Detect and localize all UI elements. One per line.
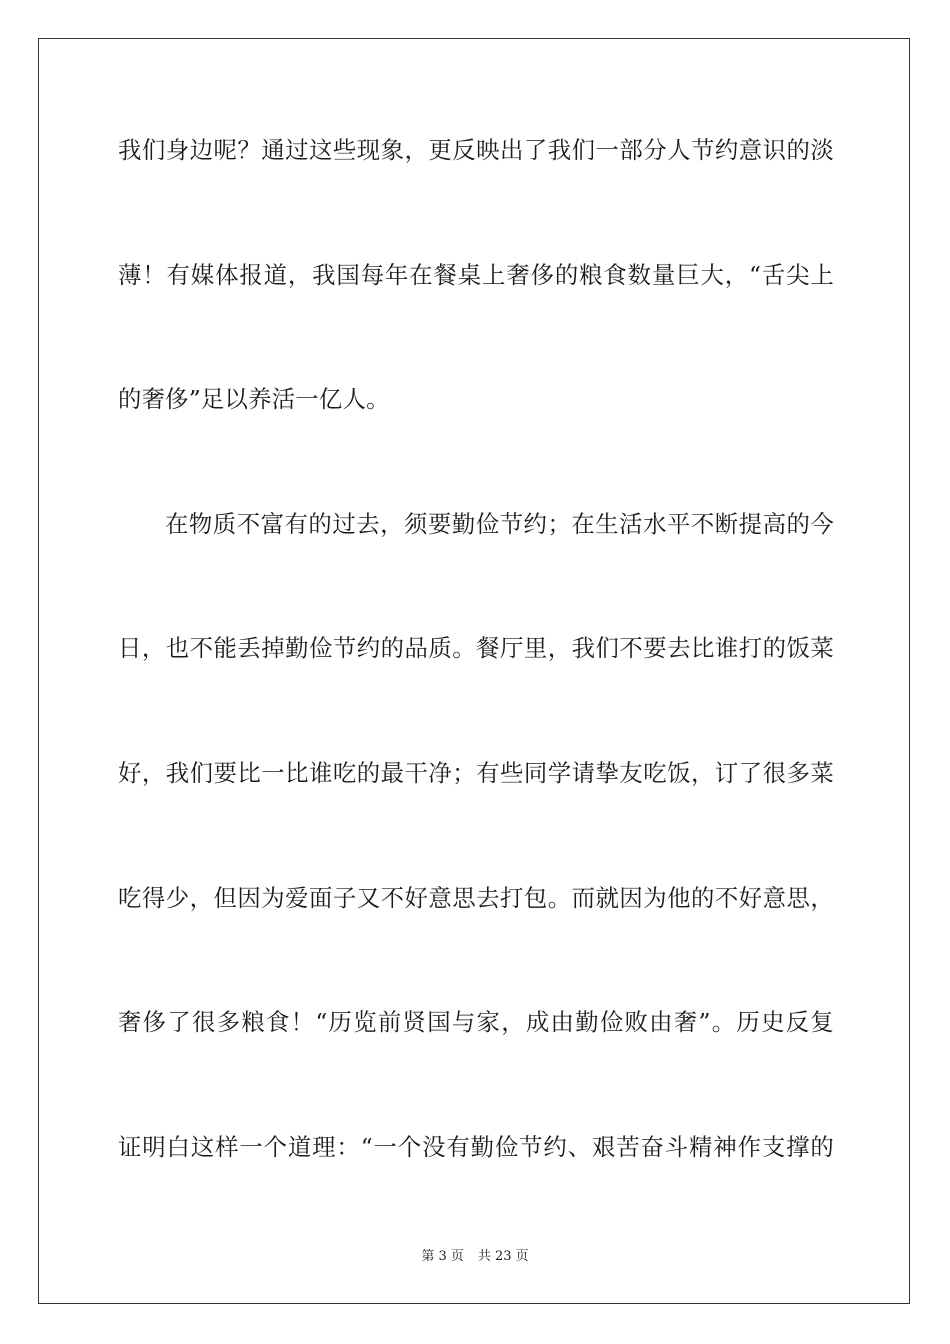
text-line-4: 在物质不富有的过去，须要勤俭节约；在生活水平不断提高的今 <box>165 510 834 538</box>
text-line-8: 奢侈了很多粮食！“历览前贤国与家，成由勤俭败由奢”。历史反复 <box>118 1008 834 1036</box>
page-total: 共 23 页 <box>477 1249 529 1264</box>
text-line-5: 日，也不能丢掉勤俭节约的品质。餐厅里，我们不要去比谁打的饭菜 <box>118 634 834 662</box>
text-line-3: 的奢侈”足以养活一亿人。 <box>118 385 390 413</box>
text-line-9: 证明白这样一个道理：“一个没有勤俭节约、艰苦奋斗精神作支撑的 <box>118 1133 834 1161</box>
text-line-6: 好，我们要比一比谁吃的最干净；有些同学请挚友吃饭，订了很多菜 <box>118 759 834 787</box>
page-border <box>38 38 910 1304</box>
page-number: 第 3 页 <box>421 1249 464 1264</box>
text-line-1: 我们身边呢？通过这些现象，更反映出了我们一部分人节约意识的淡 <box>118 136 834 164</box>
text-line-2: 薄！有媒体报道，我国每年在餐桌上奢侈的粮食数量巨大，“舌尖上 <box>118 261 834 289</box>
text-line-7: 吃得少，但因为爱面子又不好意思去打包。而就因为他的不好意思， <box>118 884 834 912</box>
page-footer <box>0 1247 950 1267</box>
